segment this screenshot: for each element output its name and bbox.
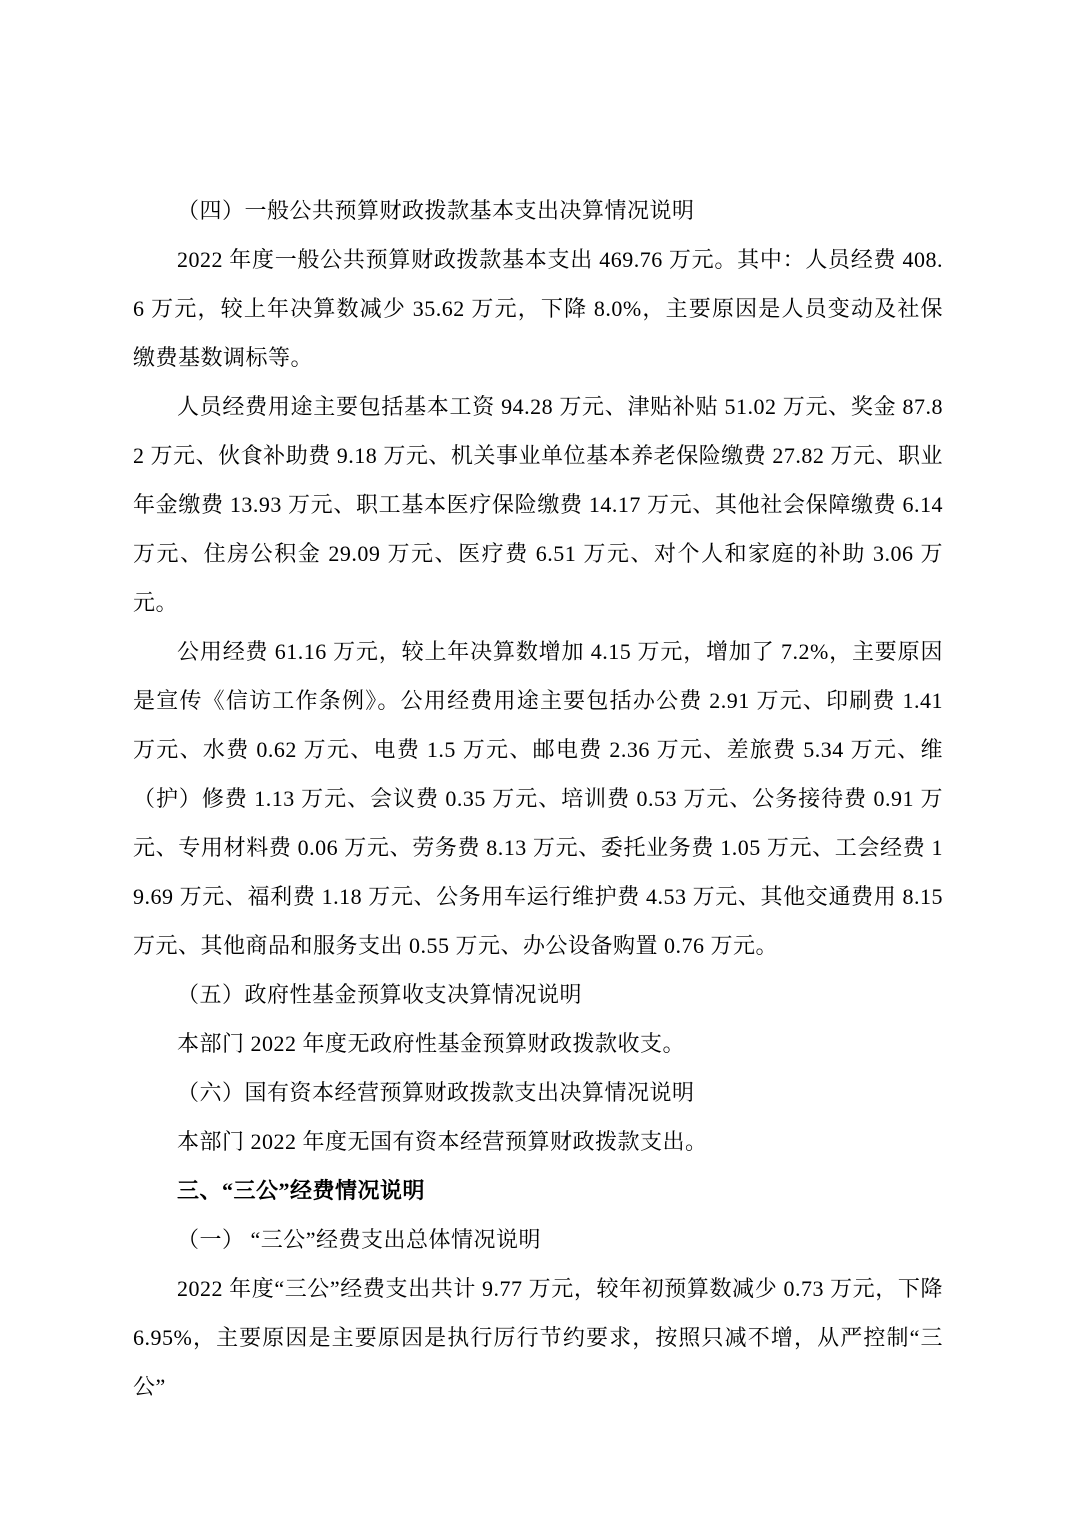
heading-state-capital-budget: （六）国有资本经营预算财政拨款支出决算情况说明 [177, 1080, 695, 1105]
heading-three-public-overall: （一） “三公”经费支出总体情况说明 [177, 1227, 542, 1252]
para-public-expenditure-detail: 公用经费 61.16 万元，较上年决算数增加 4.15 万元，增加了 7.2%，主要原因是宣传《信访工作条例》。公用经费用途主要包括办公费 2.91 万元、印刷费 1.41 万元、水费 0.62 万元、电费 1.5 万元、邮电费 2.36 万元、差旅费 5.34 万元、维（护）修费 1.13 万元、会议费 0.35 万元、培训费 0.53 万元、公务接待费 0.91 万元、专用材料费 0.06 万元、劳务费 8.13 万元、委托业务费 1.05 万元、工会经费 19.69 万元、福利费 1.18 万元、公务用车运行维护费 4.53 万元、其他交通费用 8.15 万元、其他商品和服务支出 0.55 万元、办公设备购置 0.76 万元。 [133, 639, 943, 958]
para-three-public-summary: 2022 年度“三公”经费支出共计 9.77 万元，较年初预算数减少 0.73 万元，下降 6.95%，主要原因是主要原因是执行厉行节约要求，按照只减不增，从严控制“三公” [133, 1276, 943, 1399]
heading-three-public-expenses: 三、“三公”经费情况说明 [177, 1178, 426, 1203]
para-government-fund-statement: 本部门 2022 年度无政府性基金预算财政拨款收支。 [177, 1031, 686, 1056]
heading-general-budget-basic-expenditure: （四）一般公共预算财政拨款基本支出决算情况说明 [177, 198, 695, 223]
para-state-capital-statement: 本部门 2022 年度无国有资本经营预算财政拨款支出。 [177, 1129, 708, 1154]
heading-government-fund-budget: （五）政府性基金预算收支决算情况说明 [177, 982, 583, 1007]
para-personnel-expenditure-detail: 人员经费用途主要包括基本工资 94.28 万元、津贴补贴 51.02 万元、奖金 87.82 万元、伙食补助费 9.18 万元、机关事业单位基本养老保险缴费 27.82 万元、职业年金缴费 13.93 万元、职工基本医疗保险缴费 14.17 万元、其他社会保障缴费 6.14 万元、住房公积金 29.09 万元、医疗费 6.51 万元、对个人和家庭的补助 3.06 万元。 [133, 394, 943, 615]
para-basic-expenditure-summary: 2022 年度一般公共预算财政拨款基本支出 469.76 万元。其中：人员经费 408.6 万元，较上年决算数减少 35.62 万元，下降 8.0%，主要原因是人员变动及社保缴费基数调标等。 [133, 247, 943, 370]
